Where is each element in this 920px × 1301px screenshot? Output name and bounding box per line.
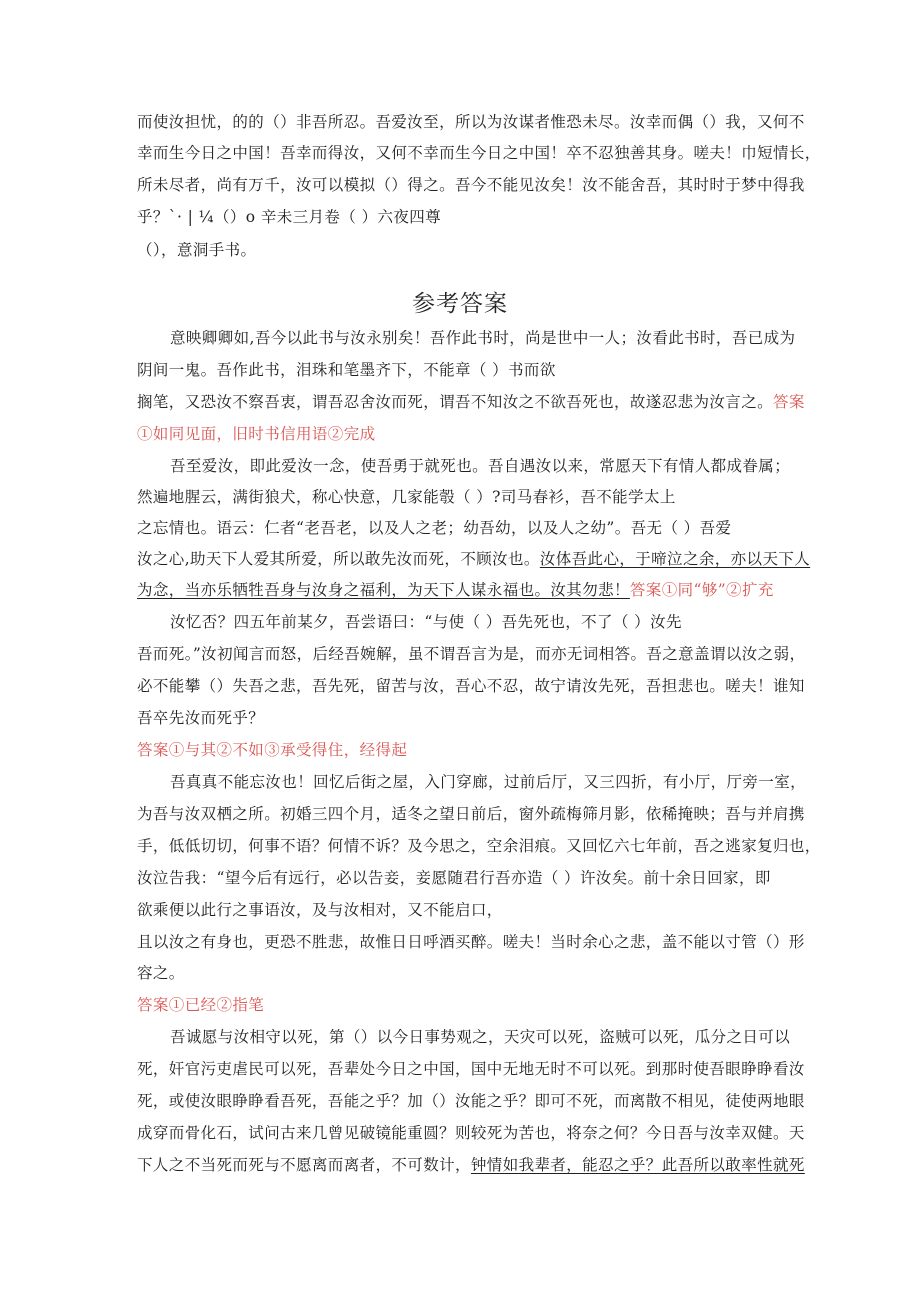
- text-line: 然遍地腥云，满街狼犬，称心快意，几家能彀（ ）?司马春衫，吾不能学太上: [137, 488, 676, 506]
- text-line: 手，低低切切，何事不语？何情不诉？及今思之，空余泪痕。又回忆六七年前，吾之逃家复归也，: [137, 837, 821, 855]
- text-line: [137, 392, 805, 412]
- text-line: 而使汝担忧，的的（）非吾所忍。吾爱汝至，所以为汝谋者惟恐未尽。汝幸而偶（）我，又何不: [137, 113, 805, 131]
- text-line: 吾而死。”汝初闻言而怒，后经吾婉解，虽不谓吾言为是，而亦无词相答。吾之意盖谓以汝之弱，: [137, 645, 806, 663]
- text-line: 吾至爱汝，即此爱汝一念，使吾勇于就死也。吾自遇汝以来，常愿天下有情人都成眷属；: [170, 457, 791, 475]
- answer-text: ①如同见面，旧时书信用语②完成: [137, 425, 376, 443]
- answer-text: 答案①同“够”②扩充: [629, 581, 774, 599]
- text-line: 为吾与汝双栖之所。初婚三四个月，适冬之望日前后，窗外疏梅筛月影，依稀掩映；吾与并肩携: [137, 805, 805, 823]
- text-line: （），意洞手书。: [137, 241, 257, 259]
- answer-text: 答案①已经②指笔: [137, 996, 265, 1014]
- text-line: 吾诚愿与汝相守以死，第（）以今日事势观之，天灾可以死，盗贼可以死，瓜分之日可以: [170, 1028, 791, 1046]
- text-line: [137, 580, 797, 600]
- text-line: 成穿而骨化石，试问古来几曾见破镜能重圆？则较死为苦也，将奈之何？今日吾与汝幸双健。天: [137, 1124, 805, 1142]
- text-span: 下人之不当死而死与不愿离而离者，不可数计，: [137, 1156, 471, 1174]
- text-span: 搁笔，又恐汝不察吾衷，谓吾忍舍汝而死，谓吾不知汝之不欲吾死也，故遂忍悲为汝言之。: [137, 393, 774, 411]
- text-line: 吾真真不能忘汝也！回忆后街之屋，入门穿廊，过前后厅，又三四折，有小厅，厅旁一室，: [170, 773, 807, 791]
- text-line: 乎？`· | ¼（）o 辛未三月卷（ ）六夜四尊: [137, 208, 442, 226]
- answer-section-title: 参考答案: [412, 291, 508, 317]
- text-line: 意映卿卿如,吾今以此书与汝永别矣！吾作此书时，尚是世中一人；汝看此书时，吾已成为: [170, 329, 796, 347]
- text-line: 死，奸官污吏虐民可以死，吾辈处今日之中国，国中无地无时不可以死。到那时使吾眼睁睁看汝: [137, 1060, 805, 1078]
- underlined-text: 钟情如我辈者，能忍之乎？此吾所以敢率性就死: [470, 1156, 805, 1174]
- text-line: 且以汝之有身也，更恐不胜悲，故惟日日呼酒买醉。嗟夫！当时余心之悲，盖不能以寸管（）形: [137, 933, 805, 951]
- answer-text: 答案①与其②不如③承受得住，经得起: [137, 741, 408, 759]
- text-line: 之忘情也。语云：仁者“老吾老，以及人之老；幼吾幼，以及人之幼”。吾无（ ）吾爱: [137, 519, 732, 537]
- text-line: 幸而生今日之中国！吾幸而得汝，又何不幸而生今日之中国！卒不忍独善其身。嗟夫！巾短情长，: [137, 144, 821, 162]
- text-line: 阴间一鬼。吾作此书，泪珠和笔墨齐下，不能章（ ）书而欲: [137, 361, 556, 379]
- text-line: 吾卒先汝而死乎？: [137, 709, 265, 727]
- text-line: 汝泣告我：“望今后有远行，必以告妾，妾愿随君行吾亦造（ ）许汝矣。前十余日回家，即: [137, 869, 771, 887]
- text-line: [137, 1155, 805, 1175]
- text-line: 死，或使汝眼睁睁看吾死，吾能之乎？加（）汝能之乎？即可不死，而离散不相见，徒使两地眼: [137, 1092, 805, 1110]
- answer-label: 答案: [773, 393, 805, 411]
- underlined-text: 汝体吾此心，于啼泣之余，亦以天下人: [539, 550, 811, 568]
- text-line: 必不能攀（）失吾之悲，吾先死，留苦与汝，吾心不忍，故宁请汝先死，吾担悲也。嗟夫！谁知: [137, 677, 805, 695]
- text-line: 容之。: [137, 964, 185, 982]
- text-line: 所未尽者，尚有万千，汝可以模拟（）得之。吾今不能见汝矣！汝不能舍吾，其时时于梦中得我: [137, 176, 805, 194]
- text-line: 欲乘便以此行之事语汝，及与汝相对，又不能启口，: [137, 901, 503, 919]
- text-line: 汝忆否？四五年前某夕，吾尝语曰：“与使（ ）吾先死也，不了（ ）汝先: [170, 613, 682, 631]
- text-line: [137, 549, 811, 569]
- text-span: 汝之心,助天下人爱其所爱，所以敢先汝而死，不顾汝也。: [137, 550, 540, 568]
- underlined-text: 为念，当亦乐牺牲吾身与汝身之福利，为天下人谋永福也。汝其勿悲！: [137, 581, 630, 599]
